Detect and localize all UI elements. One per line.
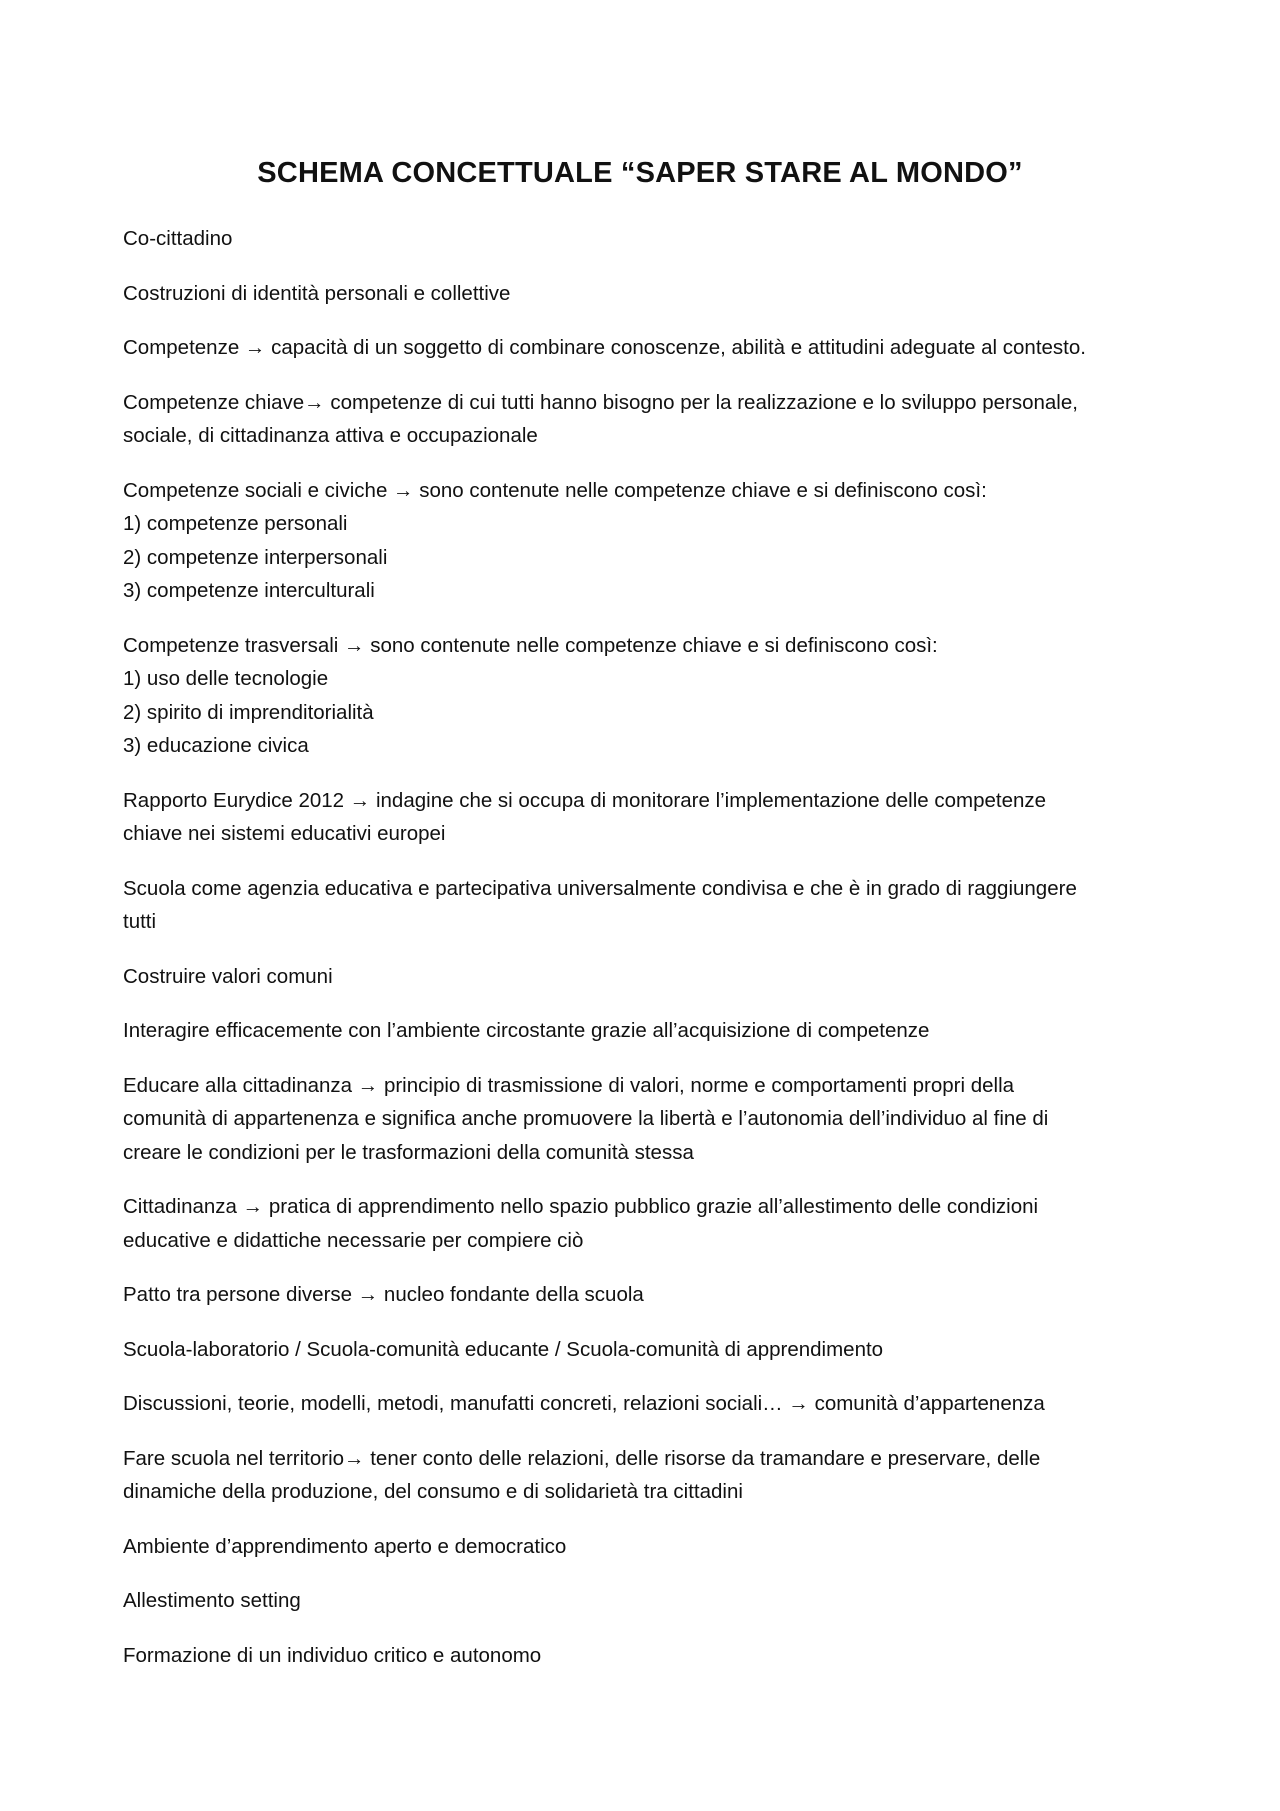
text-line: chiave nei sistemi educativi europei: [123, 822, 446, 845]
text-line: Competenze chiave→ competenze di cui tutti hanno bisogno per la realizzazione e lo sviluppo personale,: [123, 390, 1078, 414]
text-line: Scuola-laboratorio / Scuola-comunità educante / Scuola-comunità di apprendimento: [123, 1337, 884, 1361]
text-line: sociale, di cittadinanza attiva e occupazionale: [123, 424, 538, 447]
document-title: SCHEMA CONCETTUALE “SAPER STARE AL MONDO”: [257, 157, 1023, 189]
paragraph-competenze: [123, 331, 1168, 365]
text-line: comunità di appartenenza e significa anche promuovere la libertà e l’autonomia dell’individuo al fine di: [123, 1107, 1049, 1130]
text-line: creare le condizioni per le trasformazioni della comunità stessa: [123, 1140, 694, 1164]
text-line: Costruzioni di identità personali e collettive: [123, 281, 511, 305]
paragraph-patto: [123, 1278, 1168, 1312]
text-line: Educare alla cittadinanza → principio di trasmissione di valori, norme e comportamenti propri della: [123, 1073, 1015, 1097]
text-line: Discussioni, teorie, modelli, metodi, manufatti concreti, relazioni sociali… → comunità d’appartenenza: [123, 1392, 1045, 1415]
list-item: 1) competenze personali: [123, 512, 348, 535]
text-line: educative e didattiche necessarie per compiere ciò: [123, 1228, 584, 1252]
text-line: Formazione di un individuo critico e autonomo: [123, 1643, 542, 1667]
text-line: Competenze sociali e civiche → sono contenute nelle competenze chiave e si definiscono così:: [123, 478, 987, 502]
paragraph-educare-cittadinanza: [123, 1069, 1168, 1170]
paragraph-ambiente: [123, 1530, 1168, 1564]
paragraph-competenze-chiave: [123, 386, 1168, 453]
paragraph-scuola-laboratorio: [123, 1333, 1168, 1367]
text-line: Interagire efficacemente con l’ambiente circostante grazie all’acquisizione di competenze: [123, 1019, 930, 1042]
list-item: 1) uso delle tecnologie: [123, 667, 329, 690]
text-line: Cittadinanza → pratica di apprendimento nello spazio pubblico grazie all’allestimento delle condizioni: [123, 1195, 1039, 1218]
text-line: Rapporto Eurydice 2012 → indagine che si occupa di monitorare l’implementazione delle competenze: [123, 788, 1047, 812]
list-item: 2) spirito di imprenditorialità: [123, 700, 374, 724]
text-line: tutti: [123, 910, 157, 933]
paragraph-scuola-agenzia: [123, 872, 1168, 939]
text-line: Costruire valori comuni: [123, 964, 333, 988]
paragraph-allestimento: [123, 1584, 1168, 1618]
text-line: Fare scuola nel territorio→ tener conto delle relazioni, delle risorse da tramandare e preservare, delle: [123, 1446, 1041, 1470]
paragraph-fare-scuola: [123, 1442, 1168, 1509]
paragraph-discussioni: [123, 1387, 1168, 1421]
document-body: [123, 222, 1168, 1693]
paragraph-interagire: [123, 1014, 1168, 1048]
text-line: Allestimento setting: [123, 1589, 301, 1612]
text-line: Ambiente d’apprendimento aperto e democratico: [123, 1534, 567, 1558]
paragraph-rapporto-eurydice: [123, 784, 1168, 851]
text-line: Competenze trasversali → sono contenute nelle competenze chiave e si definiscono così:: [123, 633, 938, 657]
paragraph-competenze-trasversali: [123, 629, 1168, 763]
text-line: dinamiche della produzione, del consumo e di solidarietà tra cittadini: [123, 1480, 743, 1503]
paragraph-cittadinanza: [123, 1190, 1168, 1257]
list-item: 2) competenze interpersonali: [123, 545, 388, 569]
text-line: Co-cittadino: [123, 227, 233, 250]
list-item: 3) educazione civica: [123, 734, 309, 757]
paragraph-co-cittadino: [123, 222, 1168, 256]
text-line: Competenze → capacità di un soggetto di combinare conoscenze, abilità e attitudini adeguate al contesto.: [123, 336, 1086, 359]
text-line: Scuola come agenzia educativa e partecipativa universalmente condivisa e che è in grado di raggiungere: [123, 876, 1077, 900]
paragraph-formazione: [123, 1639, 1168, 1673]
paragraph-costruire-valori: [123, 960, 1168, 994]
paragraph-competenze-sociali-civiche: [123, 474, 1168, 608]
text-line: Patto tra persone diverse → nucleo fondante della scuola: [123, 1283, 644, 1306]
list-item: 3) competenze interculturali: [123, 579, 375, 602]
paragraph-costruzioni-identita: [123, 277, 1168, 311]
